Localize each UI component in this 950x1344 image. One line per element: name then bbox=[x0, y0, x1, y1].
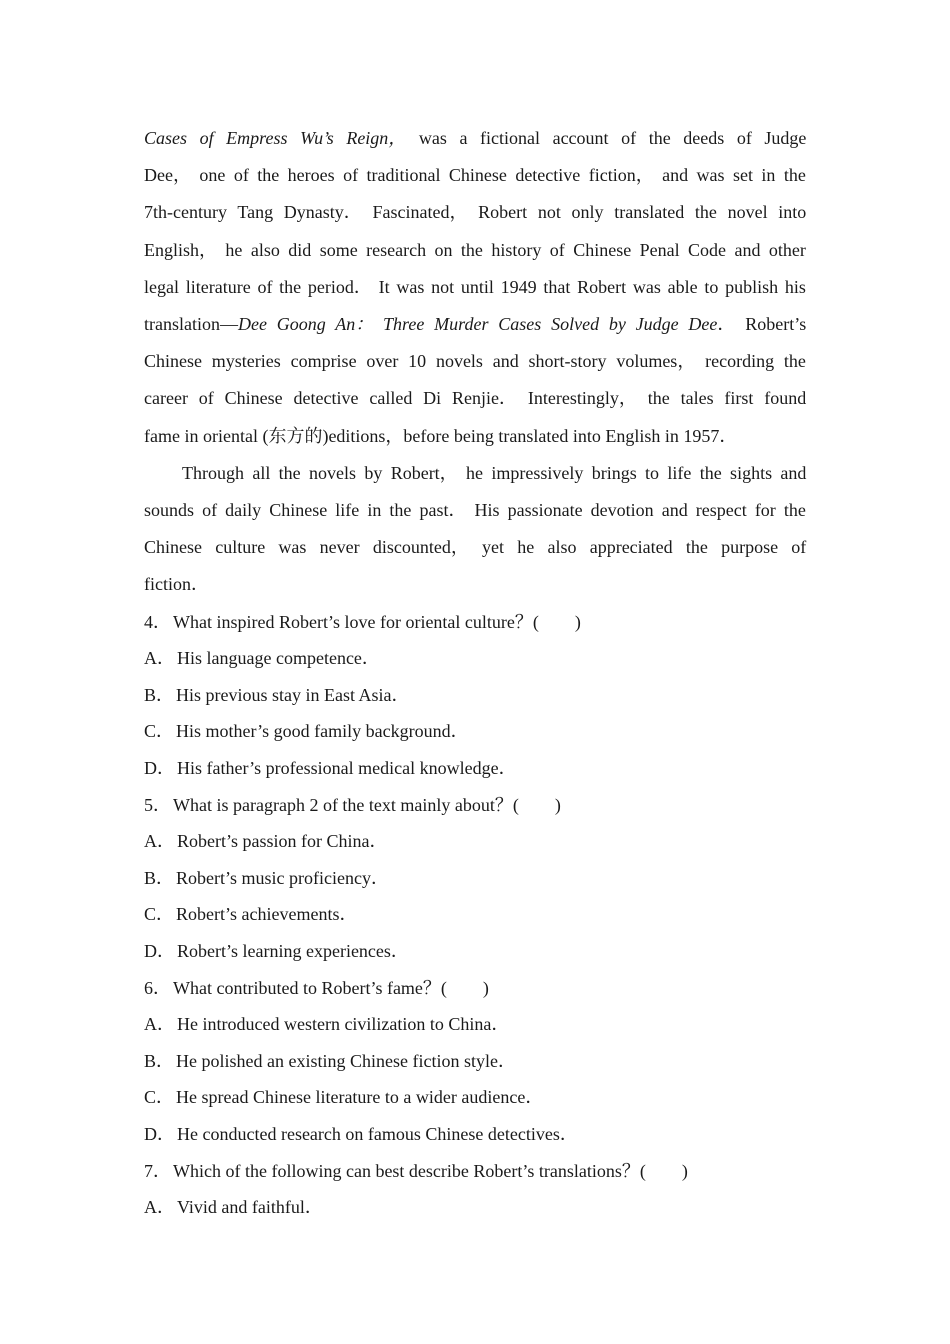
option-text: Robert’s passion for China． bbox=[177, 831, 388, 852]
option-a[interactable] bbox=[144, 1006, 806, 1043]
option-text: His mother’s good family background． bbox=[176, 721, 469, 742]
passage-line: Cases of Empress Wu’s Reign， was a fictional account of the deeds of Judge bbox=[144, 128, 807, 148]
question-number: 6． bbox=[144, 977, 171, 998]
question-5 bbox=[144, 787, 806, 970]
option-letter: B． bbox=[144, 684, 175, 705]
option-b[interactable] bbox=[144, 1043, 806, 1080]
option-letter: D． bbox=[144, 940, 175, 961]
book-title: Dee Goong An： Three Murder Cases Solved by Judge Dee bbox=[237, 314, 718, 335]
option-text: His father’s professional medical knowledge． bbox=[177, 758, 517, 779]
passage-line: fiction． bbox=[144, 574, 209, 595]
option-text: He polished an existing Chinese fiction style． bbox=[176, 1050, 516, 1071]
option-c[interactable] bbox=[144, 713, 806, 750]
passage-line: English， he also did some research on the history of Chinese Penal Code and other bbox=[144, 239, 806, 260]
passage-paragraph-1 bbox=[144, 120, 806, 455]
option-a[interactable] bbox=[144, 823, 806, 860]
question-4 bbox=[144, 604, 806, 787]
question-text: What inspired Robert’s love for oriental culture？( bbox=[173, 611, 539, 632]
passage-line: legal literature of the period． It was not until 1949 that Robert was able to publish his bbox=[144, 276, 806, 297]
passage-line: translation—Dee Goong An： Three Murder Cases Solved by Judge Dee． Robert’s bbox=[144, 314, 807, 335]
option-text: Robert’s achievements． bbox=[176, 904, 358, 925]
passage-line: 7th-century Tang Dynasty． Fascinated， Robert not only translated the novel into bbox=[144, 202, 807, 223]
passage-line: sounds of daily Chinese life in the past． His passionate devotion and respect for the bbox=[144, 500, 806, 521]
passage-line: Through all the novels by Robert， he impressively brings to life the sights and bbox=[182, 462, 807, 483]
option-text: His language competence． bbox=[177, 648, 380, 669]
passage-line: career of Chinese detective called Di Renjie． Interestingly， the tales first found bbox=[144, 388, 807, 409]
option-letter: B． bbox=[144, 1050, 175, 1071]
option-text: Robert’s music proficiency． bbox=[176, 867, 389, 888]
option-b[interactable] bbox=[144, 860, 806, 897]
option-letter: D． bbox=[144, 758, 175, 779]
book-title: Cases of Empress Wu’s Reign， bbox=[144, 128, 407, 148]
option-c[interactable] bbox=[144, 896, 806, 933]
option-d[interactable] bbox=[144, 750, 806, 787]
option-letter: A． bbox=[144, 1014, 175, 1035]
option-a[interactable] bbox=[144, 640, 806, 677]
option-d[interactable] bbox=[144, 933, 806, 970]
option-letter: A． bbox=[144, 831, 175, 852]
question-7 bbox=[144, 1153, 806, 1226]
passage-line: Chinese mysteries comprise over 10 novels and short-story volumes， recording the bbox=[144, 351, 806, 372]
question-text: What is paragraph 2 of the text mainly about？( bbox=[173, 794, 519, 815]
option-letter: A． bbox=[144, 1197, 175, 1218]
option-text: His previous stay in East Asia． bbox=[176, 684, 410, 705]
passage-line: fame in oriental (东方的)editions，before being translated into English in 1957． bbox=[144, 425, 738, 446]
option-text: Robert’s learning experiences． bbox=[177, 940, 409, 961]
option-text: Vivid and faithful． bbox=[177, 1197, 323, 1218]
option-a[interactable] bbox=[144, 1189, 806, 1226]
passage-paragraph-2 bbox=[144, 455, 806, 604]
question-stem: 4． What inspired Robert’s love for oriental culture？( ) bbox=[144, 604, 806, 641]
question-number: 7． bbox=[144, 1160, 171, 1181]
option-letter: C． bbox=[144, 721, 175, 742]
option-letter: C． bbox=[144, 1087, 175, 1108]
option-letter: D． bbox=[144, 1123, 175, 1144]
option-text: He conducted research on famous Chinese detectives． bbox=[177, 1123, 578, 1144]
question-stem: 5． What is paragraph 2 of the text mainly about？( ) bbox=[144, 787, 806, 824]
question-6 bbox=[144, 970, 806, 1153]
option-text: He introduced western civilization to China． bbox=[177, 1014, 510, 1035]
passage-line: Chinese culture was never discounted， yet he also appreciated the purpose of bbox=[144, 537, 807, 558]
question-text: What contributed to Robert’s fame？( bbox=[173, 977, 447, 998]
question-number: 5． bbox=[144, 794, 171, 815]
question-number: 4． bbox=[144, 611, 171, 632]
option-c[interactable] bbox=[144, 1079, 806, 1116]
question-stem: 7． Which of the following can best describe Robert’s translations？( ) bbox=[144, 1153, 806, 1190]
option-d[interactable] bbox=[144, 1116, 806, 1153]
question-text: Which of the following can best describe Robert’s translations？( bbox=[173, 1160, 646, 1181]
document-page bbox=[144, 120, 806, 1226]
option-letter: C． bbox=[144, 904, 175, 925]
question-stem: 6． What contributed to Robert’s fame？( ) bbox=[144, 970, 806, 1007]
option-letter: B． bbox=[144, 867, 175, 888]
option-letter: A． bbox=[144, 648, 175, 669]
passage-line: Dee， one of the heroes of traditional Chinese detective fiction， and was set in the bbox=[144, 165, 806, 186]
option-text: He spread Chinese literature to a wider audience． bbox=[176, 1087, 544, 1108]
option-b[interactable] bbox=[144, 677, 806, 714]
